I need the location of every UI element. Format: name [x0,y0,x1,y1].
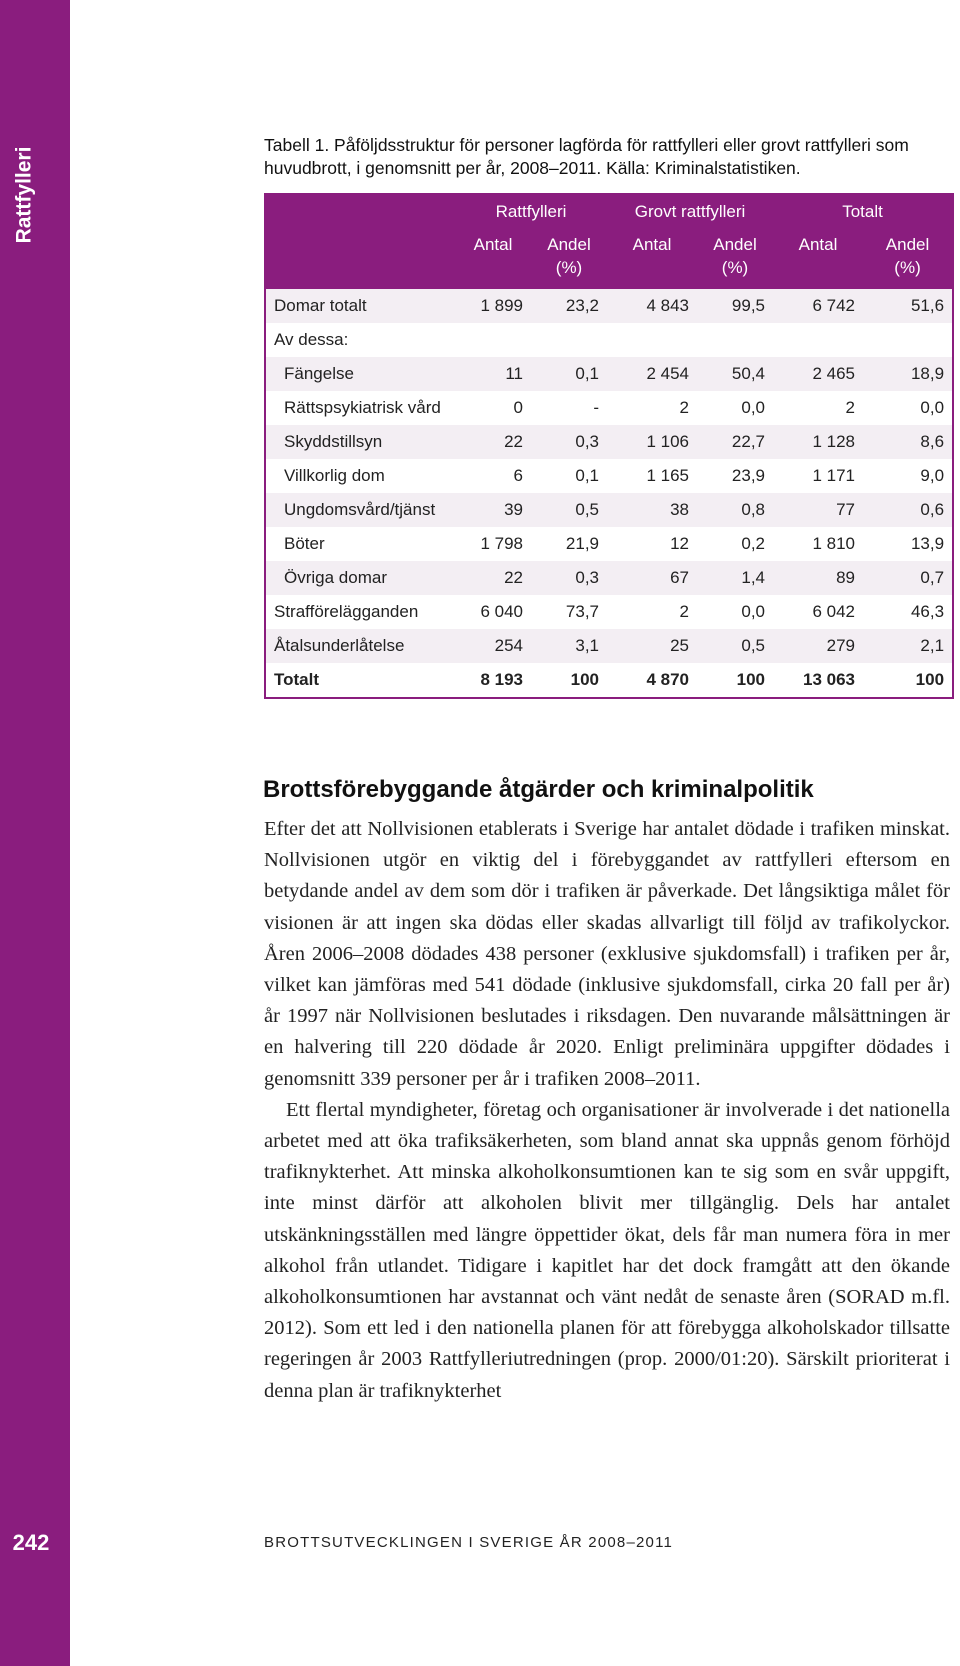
table-cell: 0,7 [863,561,953,595]
table-cell: 21,9 [565,534,600,553]
table-row [265,561,953,595]
table-cell: 0,3 [531,561,607,595]
column-header: Antal [607,229,697,289]
chapter-label [6,130,42,260]
table-cell: 3,1 [531,629,607,663]
table-cell: 12 [670,534,690,553]
row-label: Fängelse [265,357,455,391]
group-header: Grovt rattfylleri [607,194,773,229]
table-cell: 1,4 [697,561,773,595]
table-cell: 2 454 [607,357,697,391]
table-cell: 23,9 [731,466,766,485]
table-cell: 22 [455,425,531,459]
table-cell: 0,0 [741,602,766,621]
table-group-header-row [265,194,953,229]
table-caption: Tabell 1. Påföljdsstruktur för personer lagförda för rattfylleri eller grovt rattfylleri som huvudbrott, i genomsnitt per år, 2008–2011. Källa: Kriminalstatistiken. [264,135,909,178]
table-cell: 0,2 [741,534,766,553]
table-cell: 254 [455,629,531,663]
table-cell: 1 899 [455,289,531,323]
table-cell: 8,6 [863,425,953,459]
table-cell: 38 [607,493,697,527]
table-row [265,663,953,698]
table-cell: 13,9 [910,534,945,553]
table-cell: 0,3 [531,425,607,459]
table-cell: 50,4 [697,357,773,391]
row-label: Strafförelägganden [274,602,419,621]
table-cell: 4 843 [607,289,697,323]
table-cell: - [593,398,600,417]
table-cell: 1 810 [812,534,856,553]
table-cell: 9,0 [920,466,945,485]
table-sub-header-row [265,229,953,289]
table-cell: 0,8 [697,493,773,527]
table-cell [697,323,773,357]
table-cell: 4 870 [646,670,690,689]
running-footer: BROTTSUTVECKLINGEN I SVERIGE ÅR 2008–2011 [264,1534,674,1551]
table-row [265,425,953,459]
row-label: Rättspsykiatrisk vård [284,398,441,417]
table-cell: 279 [773,629,863,663]
table-cell: 2 465 [773,357,863,391]
table-cell: 2,1 [863,629,953,663]
table-cell: 51,6 [863,289,953,323]
table-cell: 0,1 [575,466,600,485]
table-cell: 6 040 [480,602,523,621]
table-cell: 6 742 [773,289,863,323]
table-cell [773,323,863,357]
table-cell: 22 [455,561,531,595]
table-cell: 77 [773,493,863,527]
table-cell: 73,7 [565,602,600,621]
row-label: Åtalsunderlåtelse [265,629,455,663]
table-cell [607,323,697,357]
column-header: Andel (%) [531,229,607,289]
table-row [265,527,953,561]
table-cell: 8 193 [480,670,523,689]
table-cell: 6 042 [812,602,856,621]
table-cell [455,323,531,357]
table-row [265,357,953,391]
row-label: Övriga domar [265,561,455,595]
page-number: 242 [12,1530,50,1555]
row-label: Ungdomsvård/tjänst [265,493,455,527]
column-header: Andel (%) [697,229,773,289]
table-cell: 0,1 [531,357,607,391]
row-label: Av dessa: [274,330,349,349]
group-header: Rattfylleri [455,194,607,229]
table-cell: 39 [455,493,531,527]
paragraph: Efter det att Nollvisionen etablerats i Sverige har antalet dödade i trafiken minskat. Nollvisionen utgör en viktig del i förebyggandet av rattfylleri eftersom en betydande andel av dem som dör i trafiken är påverkade. Det långsiktiga målet för visionen är att ingen ska dödas eller skadas allvarligt till följd av trafikolyckor. Åren 2006–2008 dödades 438 personer (exklusive sjukdomsfall) i trafiken per år, vilket kan jämföras med 541 dödade (inklusive sjukdomsfall, cirka 20 fall per år) år 1997 när Nollvisionen beslutades i riksdagen. Den nuvarande målsättningen är en halvering till 220 dödade år 2020. Enligt preliminära uppgifter dödades i genomsnitt 339 personer per år i trafiken 2008–2011. [264,818,950,1090]
table-row [265,391,953,425]
row-label: Skyddstillsyn [265,425,455,459]
table-cell: 46,3 [910,602,945,621]
column-header: Andel (%) [863,229,953,289]
table-cell: 67 [607,561,697,595]
table-corner-cell [265,229,455,289]
table-cell: 99,5 [697,289,773,323]
table-cell: 0,6 [863,493,953,527]
table-cell: 1 106 [607,425,697,459]
table-cell: 0,5 [531,493,607,527]
table-cell: 1 165 [646,466,690,485]
group-header: Totalt [773,194,953,229]
row-label: Böter [284,534,325,553]
table-cell: 0,0 [920,398,945,417]
table-cell: 2 [679,602,690,621]
table-cell: 18,9 [863,357,953,391]
table-row [265,289,953,323]
table-cell: 13 063 [803,670,856,689]
table-cell: 2 [679,398,690,417]
table-row [265,323,953,357]
body-text [264,814,950,1407]
table-cell: 89 [773,561,863,595]
table-cell: 1 798 [480,534,523,553]
table-cell: 0,0 [741,398,766,417]
table-row [265,459,953,493]
table-cell: 100 [570,670,600,689]
table-cell: 100 [736,670,766,689]
table-corner-cell [265,194,455,229]
sentencing-table [264,193,954,699]
table-cell: 23,2 [531,289,607,323]
table-cell: 0 [513,398,523,417]
table-cell: 0,5 [697,629,773,663]
table-cell: 1 128 [773,425,863,459]
section-title: Brottsförebyggande åtgärder och kriminalpolitik [263,776,814,803]
chapter-sidebar [0,0,70,1666]
chapter-label-text: Rattfylleri [12,146,36,244]
table-cell: 6 [513,466,523,485]
table-cell [863,323,953,357]
table-row [265,595,953,629]
row-label: Totalt [274,670,320,689]
table-cell: 2 [845,398,856,417]
row-label: Domar totalt [265,289,455,323]
table-cell: 22,7 [697,425,773,459]
table-row [265,629,953,663]
table-row [265,493,953,527]
table-cell: 11 [455,357,531,391]
table-cell: 100 [915,670,945,689]
table-cell: 1 171 [812,466,856,485]
column-header: Antal [455,229,531,289]
table-cell: 25 [607,629,697,663]
column-header: Antal [773,229,863,289]
row-label: Villkorlig dom [284,466,385,485]
table-cell [531,323,607,357]
paragraph: Ett flertal myndigheter, företag och organisationer är involverade i det nationella arbetet med att öka trafiksäkerheten, som bland annat ska uppnås genom förhöjd trafiknykterhet. Att minska alkoholkonsumtionen kan te sig som en svår uppgift, inte minst därför att alkoholen blivit mer tillgänglig. Dels har antalet utskänkningsställen med längre öppettider ökat, dels får man numera föra in mer alkohol från utlandet. Tidigare i kapitlet har det dock framgått att den ökande alkoholkonsumtionen har avstannat och vänt nedåt de senaste åren (SORAD m.fl. 2012). Som ett led i den nationella planen för att förebygga alkoholskador tillsatte regeringen år 2003 Rattfylleriutredningen (prop. 2000/01:20). Särskilt prioriterat i denna plan är trafiknykterhet [264,1098,950,1402]
